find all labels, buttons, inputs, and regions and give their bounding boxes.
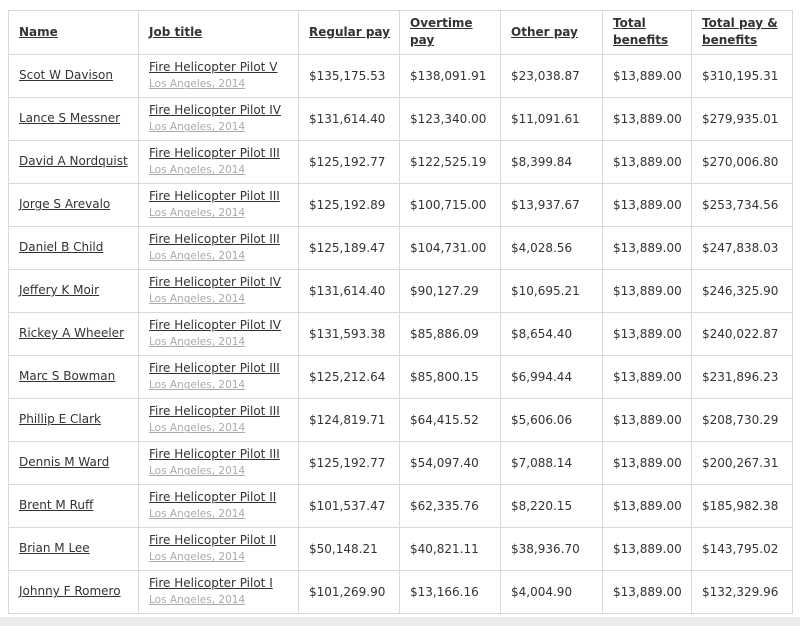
other-pay-cell bbox=[501, 441, 603, 484]
overtime-pay-cell bbox=[400, 398, 501, 441]
other-pay-value: $8,220.15 bbox=[511, 498, 573, 513]
regular-pay-value: $101,269.90 bbox=[309, 584, 386, 599]
regular-pay-cell bbox=[299, 140, 400, 183]
overtime-pay-value: $104,731.00 bbox=[410, 240, 487, 255]
employee-name-link[interactable]: Brent M Ruff bbox=[19, 498, 94, 513]
total-pay-benefits-cell bbox=[692, 484, 793, 527]
location-year-link[interactable]: Los Angeles, 2014 bbox=[149, 250, 246, 263]
total-pay-benefits-cell bbox=[692, 398, 793, 441]
regular-pay-cell bbox=[299, 97, 400, 140]
overtime-pay-cell bbox=[400, 484, 501, 527]
other-pay-value: $4,004.90 bbox=[511, 584, 573, 599]
other-pay-value: $7,088.14 bbox=[511, 455, 573, 470]
total-benefits-cell bbox=[603, 97, 692, 140]
total-pay-benefits-cell bbox=[692, 140, 793, 183]
name-cell bbox=[9, 183, 139, 226]
employee-name-link[interactable]: Jorge S Arevalo bbox=[19, 197, 111, 212]
location-year-link[interactable]: Los Angeles, 2014 bbox=[149, 422, 246, 435]
other-pay-value: $8,654.40 bbox=[511, 326, 573, 341]
other-pay-cell bbox=[501, 570, 603, 613]
sort-total-benefits-link[interactable]: Total benefits bbox=[613, 16, 669, 48]
regular-pay-cell bbox=[299, 441, 400, 484]
table-row bbox=[9, 355, 793, 398]
overtime-pay-cell bbox=[400, 54, 501, 97]
other-pay-value: $4,028.56 bbox=[511, 240, 573, 255]
other-pay-value: $10,695.21 bbox=[511, 283, 580, 298]
total-benefits-cell bbox=[603, 140, 692, 183]
total-benefits-cell bbox=[603, 269, 692, 312]
job-title-link[interactable]: Fire Helicopter Pilot III bbox=[149, 232, 280, 247]
overtime-pay-value: $122,525.19 bbox=[410, 154, 487, 169]
table-row bbox=[9, 97, 793, 140]
overtime-pay-value: $54,097.40 bbox=[410, 455, 479, 470]
total-pay-benefits-value: $240,022.87 bbox=[702, 326, 779, 341]
overtime-pay-cell bbox=[400, 269, 501, 312]
total-pay-benefits-value: $208,730.29 bbox=[702, 412, 779, 427]
table-row bbox=[9, 183, 793, 226]
regular-pay-value: $124,819.71 bbox=[309, 412, 386, 427]
total-pay-benefits-value: $185,982.38 bbox=[702, 498, 779, 513]
column-header-overtime-pay bbox=[400, 11, 501, 55]
column-header-regular-pay bbox=[299, 11, 400, 55]
location-year-link[interactable]: Los Angeles, 2014 bbox=[149, 293, 246, 306]
job-title-link[interactable]: Fire Helicopter Pilot III bbox=[149, 447, 280, 462]
employee-name-link[interactable]: Johnny F Romero bbox=[19, 584, 121, 599]
sort-name-link[interactable]: Name bbox=[19, 24, 58, 39]
regular-pay-value: $131,593.38 bbox=[309, 326, 386, 341]
regular-pay-cell bbox=[299, 398, 400, 441]
other-pay-cell bbox=[501, 398, 603, 441]
sort-total-pay-benefits-link[interactable]: Total pay & benefits bbox=[702, 16, 778, 48]
location-year-link[interactable]: Los Angeles, 2014 bbox=[149, 164, 246, 177]
name-cell bbox=[9, 355, 139, 398]
total-benefits-cell bbox=[603, 54, 692, 97]
table-row bbox=[9, 441, 793, 484]
location-year-link[interactable]: Los Angeles, 2014 bbox=[149, 508, 246, 521]
total-benefits-cell bbox=[603, 570, 692, 613]
regular-pay-cell bbox=[299, 269, 400, 312]
employee-name-link[interactable]: David A Nordquist bbox=[19, 154, 128, 169]
overtime-pay-value: $85,886.09 bbox=[410, 326, 479, 341]
job-title-cell bbox=[139, 527, 299, 570]
regular-pay-value: $125,192.77 bbox=[309, 455, 386, 470]
other-pay-value: $13,937.67 bbox=[511, 197, 580, 212]
name-cell bbox=[9, 269, 139, 312]
job-title-cell bbox=[139, 441, 299, 484]
table-row bbox=[9, 398, 793, 441]
total-pay-benefits-cell bbox=[692, 441, 793, 484]
employee-name-link[interactable]: Lance S Messner bbox=[19, 111, 121, 126]
total-benefits-value: $13,889.00 bbox=[613, 283, 682, 298]
total-benefits-value: $13,889.00 bbox=[613, 197, 682, 212]
total-pay-benefits-value: $132,329.96 bbox=[702, 584, 779, 599]
total-benefits-cell bbox=[603, 183, 692, 226]
regular-pay-cell bbox=[299, 570, 400, 613]
total-pay-benefits-cell bbox=[692, 570, 793, 613]
overtime-pay-cell bbox=[400, 441, 501, 484]
total-pay-benefits-value: $253,734.56 bbox=[702, 197, 779, 212]
total-benefits-value: $13,889.00 bbox=[613, 326, 682, 341]
regular-pay-value: $125,192.89 bbox=[309, 197, 386, 212]
regular-pay-value: $125,189.47 bbox=[309, 240, 386, 255]
total-benefits-cell bbox=[603, 398, 692, 441]
total-pay-benefits-cell bbox=[692, 269, 793, 312]
overtime-pay-cell bbox=[400, 312, 501, 355]
job-title-cell bbox=[139, 269, 299, 312]
total-pay-benefits-cell bbox=[692, 183, 793, 226]
total-benefits-cell bbox=[603, 355, 692, 398]
sort-other-pay-link[interactable]: Other pay bbox=[511, 24, 578, 39]
employee-name-link[interactable]: Dennis M Ward bbox=[19, 455, 110, 470]
total-pay-benefits-value: $310,195.31 bbox=[702, 68, 779, 83]
overtime-pay-value: $64,415.52 bbox=[410, 412, 479, 427]
job-title-cell bbox=[139, 570, 299, 613]
regular-pay-value: $125,192.77 bbox=[309, 154, 386, 169]
total-benefits-value: $13,889.00 bbox=[613, 240, 682, 255]
other-pay-cell bbox=[501, 527, 603, 570]
total-pay-benefits-value: $246,325.90 bbox=[702, 283, 779, 298]
total-benefits-value: $13,889.00 bbox=[613, 498, 682, 513]
total-benefits-value: $13,889.00 bbox=[613, 369, 682, 384]
total-benefits-value: $13,889.00 bbox=[613, 455, 682, 470]
regular-pay-cell bbox=[299, 54, 400, 97]
employee-name-link[interactable]: Scot W Davison bbox=[19, 68, 113, 83]
other-pay-cell bbox=[501, 140, 603, 183]
total-pay-benefits-cell bbox=[692, 97, 793, 140]
name-cell bbox=[9, 312, 139, 355]
other-pay-cell bbox=[501, 97, 603, 140]
total-benefits-value: $13,889.00 bbox=[613, 541, 682, 556]
regular-pay-value: $125,212.64 bbox=[309, 369, 386, 384]
total-pay-benefits-cell bbox=[692, 355, 793, 398]
table-row bbox=[9, 527, 793, 570]
overtime-pay-cell bbox=[400, 183, 501, 226]
table-body bbox=[9, 54, 793, 613]
location-year-link[interactable]: Los Angeles, 2014 bbox=[149, 594, 246, 607]
job-title-link[interactable]: Fire Helicopter Pilot III bbox=[149, 404, 280, 419]
table-row bbox=[9, 269, 793, 312]
other-pay-value: $38,936.70 bbox=[511, 541, 580, 556]
table-row bbox=[9, 226, 793, 269]
column-header-total-pay-benefits bbox=[692, 11, 793, 55]
employee-name-link[interactable]: Jeffery K Moir bbox=[19, 283, 100, 298]
total-benefits-value: $13,889.00 bbox=[613, 154, 682, 169]
total-pay-benefits-cell bbox=[692, 527, 793, 570]
overtime-pay-value: $85,800.15 bbox=[410, 369, 479, 384]
job-title-link[interactable]: Fire Helicopter Pilot I bbox=[149, 576, 273, 591]
overtime-pay-cell bbox=[400, 97, 501, 140]
overtime-pay-value: $90,127.29 bbox=[410, 283, 479, 298]
location-year-link[interactable]: Los Angeles, 2014 bbox=[149, 379, 246, 392]
name-cell bbox=[9, 54, 139, 97]
other-pay-cell bbox=[501, 183, 603, 226]
name-cell bbox=[9, 527, 139, 570]
total-benefits-value: $13,889.00 bbox=[613, 584, 682, 599]
regular-pay-value: $135,175.53 bbox=[309, 68, 386, 83]
job-title-link[interactable]: Fire Helicopter Pilot III bbox=[149, 146, 280, 161]
total-benefits-value: $13,889.00 bbox=[613, 68, 682, 83]
employee-name-link[interactable]: Marc S Bowman bbox=[19, 369, 116, 384]
total-pay-benefits-cell bbox=[692, 312, 793, 355]
total-pay-benefits-value: $279,935.01 bbox=[702, 111, 779, 126]
total-pay-benefits-value: $200,267.31 bbox=[702, 455, 779, 470]
other-pay-cell bbox=[501, 54, 603, 97]
other-pay-value: $5,606.06 bbox=[511, 412, 573, 427]
other-pay-value: $8,399.84 bbox=[511, 154, 573, 169]
overtime-pay-value: $40,821.11 bbox=[410, 541, 479, 556]
job-title-cell bbox=[139, 484, 299, 527]
name-cell bbox=[9, 97, 139, 140]
salary-table bbox=[8, 10, 793, 614]
name-cell bbox=[9, 484, 139, 527]
regular-pay-cell bbox=[299, 355, 400, 398]
overtime-pay-value: $62,335.76 bbox=[410, 498, 479, 513]
job-title-link[interactable]: Fire Helicopter Pilot IV bbox=[149, 318, 281, 333]
location-year-link[interactable]: Los Angeles, 2014 bbox=[149, 78, 246, 91]
employee-name-link[interactable]: Brian M Lee bbox=[19, 541, 90, 556]
table-row bbox=[9, 312, 793, 355]
location-year-link[interactable]: Los Angeles, 2014 bbox=[149, 465, 246, 478]
column-header-total-benefits bbox=[603, 11, 692, 55]
location-year-link[interactable]: Los Angeles, 2014 bbox=[149, 121, 246, 134]
total-pay-benefits-cell bbox=[692, 54, 793, 97]
location-year-link[interactable]: Los Angeles, 2014 bbox=[149, 336, 246, 349]
regular-pay-cell bbox=[299, 484, 400, 527]
regular-pay-value: $131,614.40 bbox=[309, 283, 386, 298]
regular-pay-cell bbox=[299, 183, 400, 226]
regular-pay-value: $131,614.40 bbox=[309, 111, 386, 126]
table-row bbox=[9, 484, 793, 527]
column-header-name bbox=[9, 11, 139, 55]
job-title-link[interactable]: Fire Helicopter Pilot IV bbox=[149, 275, 281, 290]
job-title-link[interactable]: Fire Helicopter Pilot II bbox=[149, 490, 277, 505]
other-pay-cell bbox=[501, 269, 603, 312]
overtime-pay-cell bbox=[400, 527, 501, 570]
column-header-other-pay bbox=[501, 11, 603, 55]
total-pay-benefits-value: $270,006.80 bbox=[702, 154, 779, 169]
sort-job-title-link[interactable]: Job title bbox=[149, 24, 203, 39]
job-title-cell bbox=[139, 355, 299, 398]
job-title-cell bbox=[139, 398, 299, 441]
name-cell bbox=[9, 441, 139, 484]
other-pay-cell bbox=[501, 355, 603, 398]
job-title-cell bbox=[139, 140, 299, 183]
overtime-pay-cell bbox=[400, 226, 501, 269]
job-title-link[interactable]: Fire Helicopter Pilot V bbox=[149, 60, 278, 75]
other-pay-cell bbox=[501, 226, 603, 269]
table-row bbox=[9, 140, 793, 183]
overtime-pay-cell bbox=[400, 570, 501, 613]
total-benefits-cell bbox=[603, 527, 692, 570]
employee-name-link[interactable]: Rickey A Wheeler bbox=[19, 326, 124, 341]
total-pay-benefits-cell bbox=[692, 226, 793, 269]
job-title-cell bbox=[139, 97, 299, 140]
column-header-job-title bbox=[139, 11, 299, 55]
other-pay-value: $11,091.61 bbox=[511, 111, 580, 126]
job-title-cell bbox=[139, 226, 299, 269]
total-benefits-cell bbox=[603, 441, 692, 484]
total-benefits-cell bbox=[603, 312, 692, 355]
regular-pay-value: $50,148.21 bbox=[309, 541, 378, 556]
overtime-pay-cell bbox=[400, 355, 501, 398]
other-pay-cell bbox=[501, 312, 603, 355]
other-pay-value: $6,994.44 bbox=[511, 369, 573, 384]
location-year-link[interactable]: Los Angeles, 2014 bbox=[149, 551, 246, 564]
sort-overtime-pay-link[interactable]: Overtime pay bbox=[410, 16, 473, 48]
table-header bbox=[9, 11, 793, 55]
table-row bbox=[9, 54, 793, 97]
name-cell bbox=[9, 226, 139, 269]
location-year-link[interactable]: Los Angeles, 2014 bbox=[149, 207, 246, 220]
regular-pay-cell bbox=[299, 527, 400, 570]
regular-pay-cell bbox=[299, 226, 400, 269]
total-pay-benefits-value: $143,795.02 bbox=[702, 541, 779, 556]
regular-pay-value: $101,537.47 bbox=[309, 498, 386, 513]
name-cell bbox=[9, 398, 139, 441]
job-title-cell bbox=[139, 312, 299, 355]
other-pay-cell bbox=[501, 484, 603, 527]
other-pay-value: $23,038.87 bbox=[511, 68, 580, 83]
total-pay-benefits-value: $231,896.23 bbox=[702, 369, 779, 384]
name-cell bbox=[9, 140, 139, 183]
job-title-cell bbox=[139, 54, 299, 97]
job-title-link[interactable]: Fire Helicopter Pilot III bbox=[149, 361, 280, 376]
name-cell bbox=[9, 570, 139, 613]
job-title-cell bbox=[139, 183, 299, 226]
overtime-pay-value: $138,091.91 bbox=[410, 68, 487, 83]
overtime-pay-value: $100,715.00 bbox=[410, 197, 487, 212]
total-benefits-value: $13,889.00 bbox=[613, 412, 682, 427]
total-benefits-value: $13,889.00 bbox=[613, 111, 682, 126]
job-title-link[interactable]: Fire Helicopter Pilot II bbox=[149, 533, 277, 548]
employee-name-link[interactable]: Daniel B Child bbox=[19, 240, 104, 255]
sort-regular-pay-link[interactable]: Regular pay bbox=[309, 24, 390, 39]
overtime-pay-cell bbox=[400, 140, 501, 183]
table-row bbox=[9, 570, 793, 613]
total-benefits-cell bbox=[603, 484, 692, 527]
overtime-pay-value: $13,166.16 bbox=[410, 584, 479, 599]
total-pay-benefits-value: $247,838.03 bbox=[702, 240, 779, 255]
header-row bbox=[9, 11, 793, 55]
regular-pay-cell bbox=[299, 312, 400, 355]
job-title-link[interactable]: Fire Helicopter Pilot III bbox=[149, 189, 280, 204]
overtime-pay-value: $123,340.00 bbox=[410, 111, 487, 126]
total-benefits-cell bbox=[603, 226, 692, 269]
job-title-link[interactable]: Fire Helicopter Pilot IV bbox=[149, 103, 281, 118]
employee-name-link[interactable]: Phillip E Clark bbox=[19, 412, 101, 427]
